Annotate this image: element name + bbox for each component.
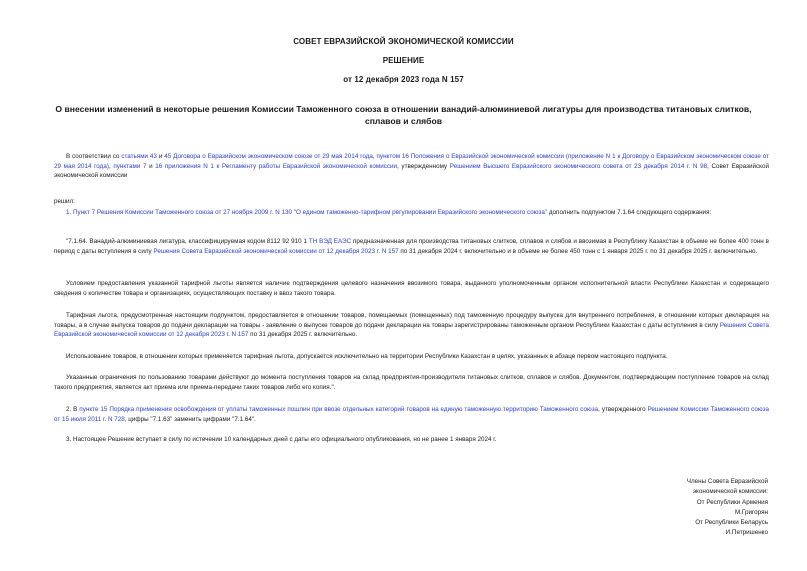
signature-line: И.Петришенко [725,529,768,537]
preamble-paragraph [54,152,769,181]
text: 2. В [66,406,80,413]
text: дополнить подпунктом 7.1.64 следующего содержания: [547,209,712,216]
tariff-note-paragraph [54,311,769,340]
text: , Совет Евразийской экономической комиссии [54,162,770,180]
text: предназначенная для производства титановых слитков, сплавов и слябов и ввозимая в Республику Казахстан в объеме не более 400 тонн в период с даты вступления в силу [54,238,769,255]
signature-line: От Республики Беларусь [695,519,768,527]
document-title-line: О внесении изменений в некоторые решения Комиссии Таможенного союза в отношении ванадий-алюминиевой лигатуры для производства титановых слитков, [55,104,752,114]
signature-line: От Республики Армения [696,498,768,506]
text: по 31 декабря 2024 г. включительно и в объеме не более 450 тонн с 1 января 2025 г. по 31 декабря 2025 г. включительно. [398,247,758,255]
link-decision-728[interactable]: Решением Комиссии Таможенного союза от 15 июля 2011 г. N 728 [54,406,769,423]
text: "7.1.64. Ванадий-алюминиевая лигатура, классифицируемая кодом 8112 92 910 1 [66,238,309,245]
link-decision-157[interactable]: Решения Совета Евразийской экономической комиссии от 12 декабря 2023 г. N 157 [153,247,399,255]
limits-paragraph: Указанные ограничения по пользованию товарами действуют до момента поступления товаров на склад предприятия-производителя титановых слитков, сплавов и слябов. Документом, подтверждающим поступление товаров на склад такого предприятия, является акт приема или приема-передачи таких товаров либо его копия.". [54,374,769,391]
condition-paragraph: Условием предоставления указанной тарифной льготы является наличие подтверждения целевого назначения ввозимого товара, выданного уполномоченным органом исполнительной власти Республики Казахстан и содержащего сведения о количестве товара и организациях, осуществляющих поставку и ввоз такого товара. [54,280,769,297]
document-title [40,103,767,127]
doc-type-heading: РЕШЕНИЕ [382,56,425,65]
text: , цифры "7.1.63" заменить цифрами "7.1.64". [124,415,256,423]
quote-7164-paragraph [54,237,769,256]
text: и [156,153,165,160]
item-1-paragraph [54,208,769,218]
link-decision-130[interactable]: 1. Пункт 7 Решения Комиссии Таможенного союза от 27 ноября 2009 г. N 130 "О едином таможенно-тарифном регулировании Евразийского экономического союза" [66,209,548,216]
text: В соответствии со [66,153,122,160]
org-heading: СОВЕТ ЕВРАЗИЙСКОЙ ЭКОНОМИЧЕСКОЙ КОМИССИИ [293,37,514,46]
document-title-line: сплавов и слябов [364,116,443,126]
signature-block [600,477,768,539]
text: , утвержденного [598,406,648,413]
link-tn-ved[interactable]: ТН ВЭД ЕАЭС [308,238,352,245]
text: , утвержденному [397,162,450,170]
link-article-43[interactable]: статьями 43 [121,153,157,160]
item-2-paragraph [54,405,769,424]
link-annex-16[interactable]: 16 приложения N 1 к Регламенту работы Евразийской экономической комиссии [155,162,398,170]
text: и [146,162,156,170]
text: , [372,153,377,160]
link-decision-98[interactable]: Решением Высшего Евразийского экономического совета от 23 декабря 2014 г. N 98 [449,162,708,170]
signature-line: Члены Совета Евразийской [686,478,768,485]
link-regulation-point-16[interactable]: пунктом 16 Положения о Евразийской экономической комиссии (приложение N 1 к Договору о Евразийском экономическом союзе от 29 мая 2014 года) [54,153,769,170]
text: , [108,162,114,170]
link-decision-157[interactable]: Решения Совета Евразийской экономической комиссии от 12 декабря 2023 г. N 157 [54,321,769,339]
date-number-heading: от 12 декабря 2023 года N 157 [343,75,464,84]
usage-paragraph: Использование товаров, в отношении которых применяется тарифная льгота, допускается исключительно на территории Республики Казахстан в целях, указанных в абзаце первом настоящего подпункта. [66,353,668,360]
text: Тарифная льгота, предусмотренная настоящим подпунктом, предоставляется в отношении товаров, помещаемых (помещенных) под таможенную процедуру выпуска для внутреннего потребления, в отношении которых декларация на товары, а в случае выпуска товаров до подачи декларации на товары - заявление о выпуске товаров до подачи декларации на товары зарегистрированы таможенным органом Республики Казахстан с даты вступления в силу [54,312,769,329]
resolved-label: решил: [54,198,75,205]
signature-line: экономической комиссии: [692,488,768,496]
link-procedure-point-15[interactable]: пункте 15 Порядка применения освобождения от уплаты таможенных пошлин при ввозе отдельных категорий товаров на единую таможенную территорию Таможенного союза [79,406,599,413]
text: по 31 декабря 2025 г. включительно. [248,331,358,339]
item-3-paragraph: 3. Настоящее Решение вступает в силу по истечении 10 календарных дней с даты его официального опубликования, но не ранее 1 января 2024 г. [66,436,497,443]
link-article-45-treaty[interactable]: 45 Договора о Евразийском экономическом союзе от 29 мая 2014 года [164,153,373,160]
link-points-7[interactable]: пунктами 7 [113,162,147,170]
signature-line: М.Григорян [734,508,768,516]
